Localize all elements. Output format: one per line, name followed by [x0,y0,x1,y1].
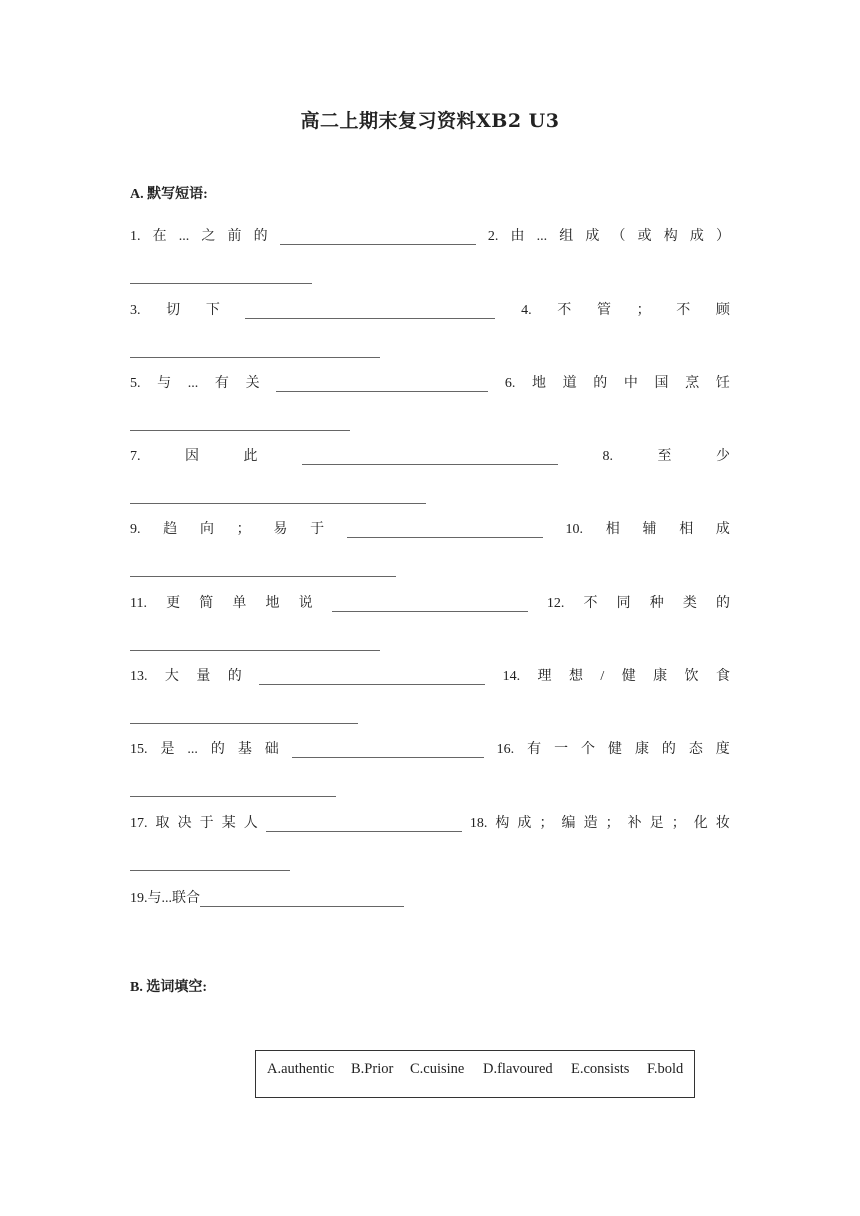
phrase-char: 管 [596,303,611,318]
page-title: 高二上期末复习资料XB2 U3 [300,110,560,132]
phrase-row-19 [130,887,404,907]
phrase-char: ； [671,816,686,831]
phrase-row [130,370,730,431]
phrase-char: 健 [607,742,622,757]
phrase-char: 至 [657,449,672,464]
phrase-char: 5. [130,376,141,391]
phrase-char: 组 [559,229,574,244]
phrase-row-line [130,736,730,758]
phrase-char: 一 [554,742,569,757]
phrase-row [130,663,730,724]
phrase-char: 12. [546,596,565,611]
word-option: E.consists [571,1061,630,1077]
phrase-char: 补 [627,816,642,831]
phrase-char: 相 [679,522,694,537]
phrase-char: 构 [663,229,678,244]
phrase-char: / [600,669,605,684]
phrase-char: 想 [568,669,583,684]
phrase-char: 编 [561,816,576,831]
phrase-char: 单 [232,596,247,611]
phrase-char: 3. [130,303,141,318]
word-option: F.bold [647,1061,684,1077]
phrase-char: 态 [688,742,703,757]
answer-blank[interactable] [130,267,312,284]
phrase-char: 少 [716,449,730,464]
phrase-char: 成 [517,816,532,831]
phrase-char: ； [236,522,251,537]
phrase-row-line [130,223,730,245]
phrase-char: 向 [199,522,214,537]
phrase-char: 的 [661,742,676,757]
phrase-char: 说 [298,596,313,611]
phrase-char: 15. [130,742,148,757]
phrase-char: 妆 [715,816,730,831]
phrase-char: 基 [237,742,252,757]
phrase-char: 9. [130,522,141,537]
phrase-char: 健 [621,669,636,684]
phrase-row-line [130,810,730,832]
phrase-char: 18. [469,816,488,831]
phrase-char: 因 [185,449,199,464]
phrase-char: 础 [264,742,279,757]
phrase-char: 不 [557,303,572,318]
section-a-heading: A. 默写短语: [130,187,208,202]
word-option: B.Prior [351,1061,394,1077]
phrase-char: 由 [510,229,525,244]
phrase-char: 简 [199,596,214,611]
answer-blank[interactable] [130,414,350,431]
phrase-char: 1. [130,229,141,244]
answer-blank[interactable] [130,854,290,871]
phrase-char: 关 [245,376,260,391]
phrase-char: 的 [593,376,608,391]
phrase-char: 化 [693,816,708,831]
phrase-char: ； [539,816,554,831]
phrase-char: 6. [504,376,516,391]
word-bank-box [255,1050,695,1098]
answer-blank[interactable] [130,560,396,577]
phrase-row-line [130,663,730,685]
answer-blank[interactable] [130,780,336,797]
phrase-char: 13. [130,669,148,684]
phrase-row-line [130,297,730,319]
phrase-char: 于 [199,816,214,831]
answer-blank[interactable] [266,815,462,832]
phrase-char: 足 [649,816,664,831]
phrase-char: 饪 [715,376,730,391]
phrase-char: 顾 [715,303,730,318]
phrase-char: 7. [130,449,141,464]
phrase-char: 或 [637,229,652,244]
phrase-char: 17. [130,816,148,831]
phrase-row [130,736,730,797]
phrase-row-line [130,590,730,612]
answer-blank[interactable] [292,741,484,758]
phrase-char: 种 [649,596,664,611]
phrase-char: 有 [214,376,229,391]
phrase-char: 10. [565,522,584,537]
phrase-char: 8. [602,449,613,464]
phrase-char: 食 [715,669,730,684]
phrase-row [130,590,730,651]
phrase-char: 决 [177,816,192,831]
phrase-char: 类 [682,596,697,611]
phrase-char: 成 [689,229,704,244]
phrase-char: 在 [152,229,167,244]
phrase-char: 11. [130,596,147,611]
phrase-char: 14. [502,669,521,684]
phrase-char: 大 [164,669,179,684]
phrase-row-line [130,443,730,465]
answer-blank[interactable] [302,448,558,465]
phrase-char: 的 [227,669,242,684]
phrase-char: 更 [166,596,181,611]
phrase-char: 下 [205,303,220,318]
phrase-char: 4. [521,303,532,318]
phrase-char: 有 [527,742,542,757]
phrase-char: 取 [155,816,170,831]
answer-blank[interactable] [130,487,426,504]
phrase-char: 2. [487,229,499,244]
phrase-char: ） [716,229,730,244]
phrase-char: 度 [715,742,730,757]
phrase-row [130,443,730,504]
phrase-char: 之 [201,229,216,244]
phrase-char: 的 [253,229,268,244]
phrase-char: 成 [715,522,730,537]
phrase-char: 成 [585,229,600,244]
section-b-heading: B. 选词填空: [130,980,207,995]
phrase-char: ； [605,816,620,831]
phrase-char: 理 [537,669,552,684]
answer-blank[interactable] [347,521,543,538]
phrase-char: 切 [166,303,181,318]
phrase-char: 辅 [642,522,657,537]
phrase-char: 某 [221,816,236,831]
phrase-char: 中 [623,376,638,391]
phrase-char: 是 [160,742,175,757]
answer-blank[interactable] [130,707,358,724]
answer-blank[interactable] [200,890,404,907]
phrase-char: 此 [243,449,258,464]
phrase-prompt: 19.与...联合 [130,891,200,906]
phrase-char: 康 [634,742,649,757]
word-option: C.cuisine [410,1061,465,1077]
phrase-char: 量 [196,669,211,684]
phrase-char: ... [536,229,548,244]
phrase-row [130,223,730,284]
phrase-char: 不 [583,596,598,611]
phrase-char: ... [187,376,199,391]
answer-blank[interactable] [332,595,528,612]
phrase-char: 饮 [684,669,699,684]
phrase-char: 地 [265,596,280,611]
phrase-char: 道 [562,376,577,391]
phrase-row [130,516,730,577]
phrase-char: 趋 [163,522,178,537]
phrase-char: 人 [243,816,258,831]
phrase-char: 个 [581,742,596,757]
phrase-row [130,810,730,871]
phrase-row-line [130,516,730,538]
phrase-char: 的 [210,742,225,757]
phrase-char: 同 [616,596,631,611]
phrase-char: （ [611,229,626,244]
answer-blank[interactable] [245,302,495,319]
phrase-char: 相 [605,522,620,537]
phrase-char: ... [187,742,198,757]
phrase-char: 国 [654,376,669,391]
word-option: D.flavoured [483,1061,553,1077]
phrase-row-line [130,370,730,392]
phrase-char: 16. [496,742,515,757]
phrase-char: ； [636,303,651,318]
answer-blank[interactable] [130,341,380,358]
phrase-char: 于 [310,522,325,537]
phrase-char: 构 [495,816,510,831]
phrase-char: 前 [227,229,242,244]
answer-blank[interactable] [276,375,488,392]
phrase-char: 易 [273,522,288,537]
word-option: A.authentic [267,1061,335,1077]
phrase-char: 烹 [685,376,700,391]
phrase-char: 与 [157,376,172,391]
phrase-char: 地 [531,376,546,391]
phrase-char: 的 [715,596,730,611]
answer-blank[interactable] [130,634,380,651]
phrase-char: 造 [583,816,598,831]
answer-blank[interactable] [280,228,476,245]
phrase-row [130,297,730,358]
phrase-char: 康 [653,669,668,684]
phrase-char: 不 [676,303,691,318]
phrase-char: ... [178,229,190,244]
answer-blank[interactable] [259,668,485,685]
